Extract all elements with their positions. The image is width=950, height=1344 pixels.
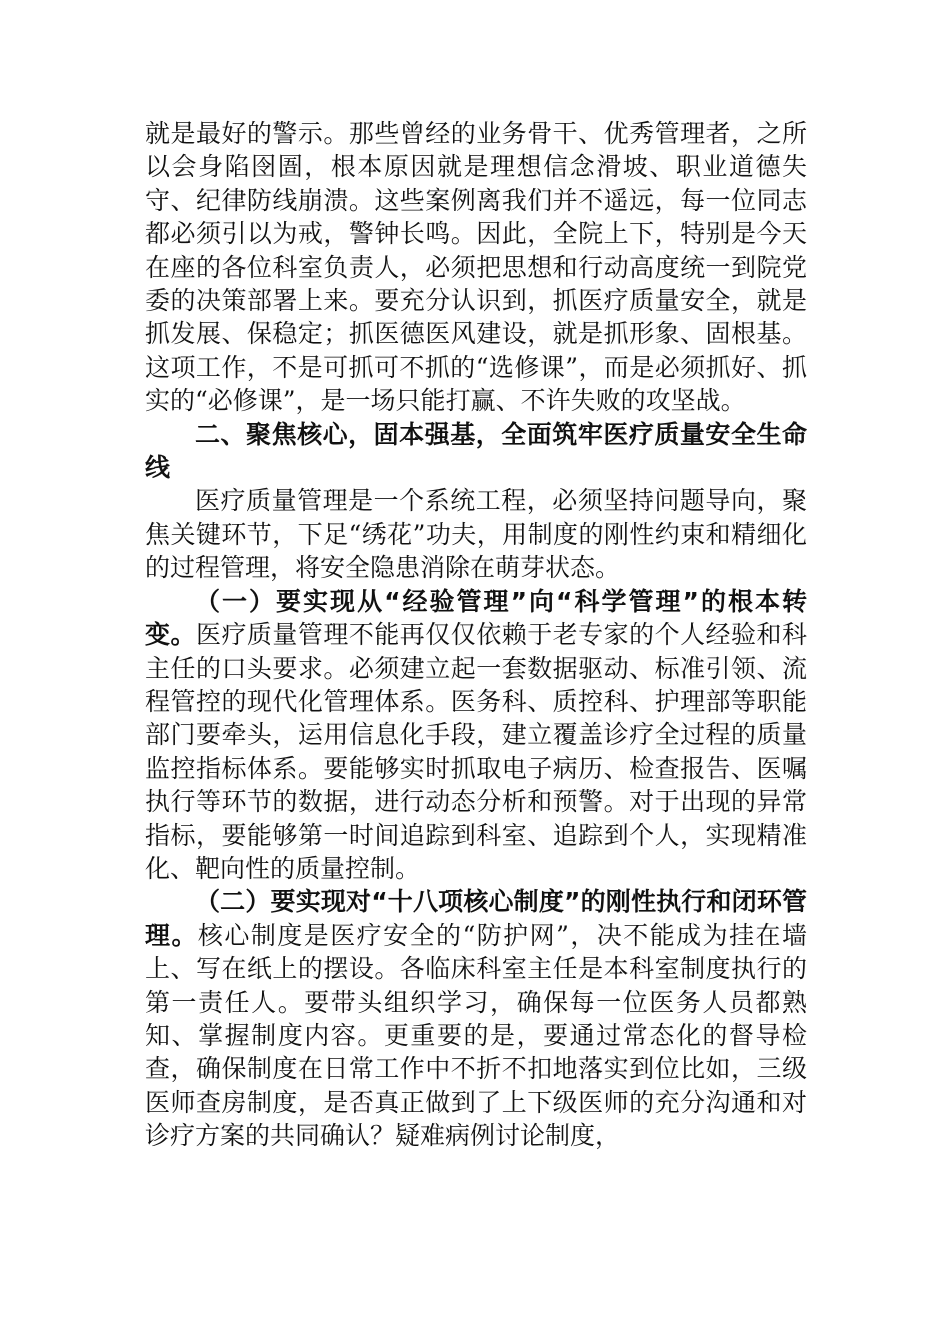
paragraph-section-2-intro: 医疗质量管理是一个系统工程，必须坚持问题导向，聚焦关键环节，下足“绣花”功夫，用制度的刚性约束和精细化的过程管理，将安全隐患消除在萌芽状态。 bbox=[145, 486, 807, 583]
item-1-body: 医疗质量管理不能再仅仅依赖于老专家的个人经验和科主任的口头要求。必须建立起一套数据驱动、标准引领、流程管控的现代化管理体系。医务科、质控科、护理部等职能部门要牵头，运用信息化手段，建立覆盖诊疗全过程的质量监控指标体系。要能够实时抓取电子病历、检查报告、医嘱执行等环节的数据，进行动态分析和预警。对于出现的异常指标，要能够第一时间追踪到科室、追踪到个人，实现精准化、靶向性的质量控制。 bbox=[145, 620, 807, 883]
item-1-lead: （一）要实现从“经验管理”向“科学管理”的根本转变。 bbox=[145, 586, 807, 650]
item-2-lead: （二）要实现对“十八项核心制度”的刚性执行和闭环管理。 bbox=[145, 887, 807, 950]
section-heading-2: 二、聚焦核心，固本强基，全面筑牢医疗质量安全生命线 bbox=[145, 419, 807, 483]
document-body bbox=[145, 117, 807, 1153]
paragraph-intro-continuation: 就是最好的警示。那些曾经的业务骨干、优秀管理者，之所以会身陷囹圄，根本原因就是理想信念滑坡、职业道德失守、纪律防线崩溃。这些案例离我们并不遥远，每一位同志都必须引以为戒，警钟长鸣。因此，全院上下，特别是今天在座的各位科室负责人，必须把思想和行动高度统一到院党委的决策部署上来。要充分认识到，抓医疗质量安全，就是抓发展、保稳定；抓医德医风建设，就是抓形象、固根基。这项工作，不是可抓可不抓的“选修课”，而是必须抓好、抓实的“必修课”，是一场只能打赢、不许失败的攻坚战。 bbox=[145, 119, 807, 416]
item-2-body: 核心制度是医疗安全的“防护网”，决不能成为挂在墙上、写在纸上的摆设。各临床科室主任是本科室制度执行的第一责任人。要带头组织学习，确保每一位医务人员都熟知、掌握制度内容。更重要的是，要通过常态化的督导检查，确保制度在日常工作中不折不扣地落实到位比如，三级医师查房制度，是否真正做到了上下级医师的充分沟通和对诊疗方案的共同确认？疑难病例讨论制度， bbox=[145, 920, 807, 1151]
paragraph-item-2 bbox=[145, 885, 807, 1152]
paragraph-item-1 bbox=[145, 585, 807, 886]
